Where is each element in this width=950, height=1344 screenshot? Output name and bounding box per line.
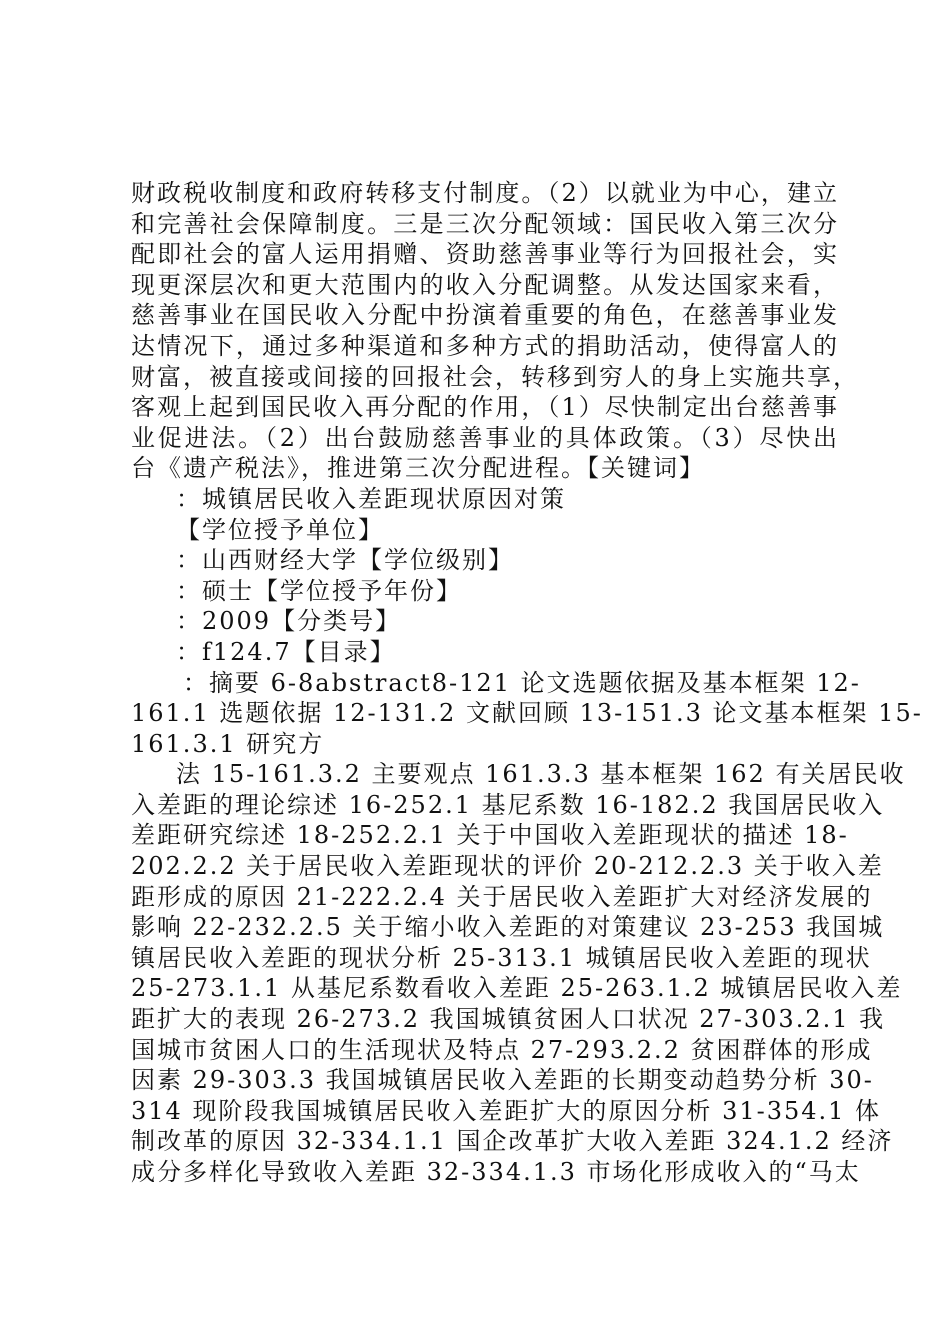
text-line: 因素 29-303.3 我国城镇居民收入差距的长期变动趋势分析 30- — [131, 1066, 874, 1095]
text-line: 配即社会的富人运用捐赠、资助慈善事业等行为回报社会，实 — [131, 240, 839, 269]
text-line: 业促进法。（2）出台鼓励慈善事业的具体政策。（3）尽快出 — [131, 423, 839, 452]
text-line: 25-273.1.1 从基尼系数看收入差距 25-263.1.2 城镇居民收入差 — [131, 974, 903, 1003]
text-line: ：f124.7【目录】 — [176, 637, 396, 666]
text-line: ：硕士【学位授予年份】 — [176, 576, 462, 605]
text-line: 财政税收制度和政府转移支付制度。（2）以就业为中心，建立 — [131, 179, 839, 207]
text-line: 距扩大的表现 26-273.2 我国城镇贫困人口状况 27-303.2.1 我 — [131, 1005, 886, 1034]
text-line: 【学位授予单位】 — [176, 515, 384, 544]
text-line: 财富，被直接或间接的回报社会，转移到穷人的身上实施共享， — [131, 362, 859, 391]
text-line: 成分多样化导致收入差距 32-334.1.3 市场化形成收入的“马太 — [131, 1158, 861, 1186]
text-line: 影响 22-232.2.5 关于缩小收入差距的对策建议 23-253 我国城 — [131, 913, 885, 942]
body-text — [131, 178, 923, 1188]
text-line: 和完善社会保障制度。三是三次分配领域：国民收入第三次分 — [131, 209, 839, 238]
text-line: ：山西财经大学【学位级别】 — [176, 546, 514, 575]
text-line: 现更深层次和更大范围内的收入分配调整。从发达国家来看， — [131, 270, 839, 299]
text-line: 台《遗产税法》，推进第三次分配进程。【关键词】 — [131, 454, 705, 483]
text-line: 入差距的理论综述 16-252.1 基尼系数 16-182.2 我国居民收入 — [131, 790, 885, 819]
text-line: 达情况下，通过多种渠道和多种方式的捐助活动，使得富人的 — [131, 331, 839, 360]
text-line: 制改革的原因 32-334.1.1 国企改革扩大收入差距 324.1.2 经济 — [131, 1127, 894, 1156]
text-line: 慈善事业在国民收入分配中扮演着重要的角色，在慈善事业发 — [131, 301, 839, 330]
text-line: 161.1 选题依据 12-131.2 文献回顾 13-151.3 论文基本框架 15- — [131, 699, 923, 728]
text-line: 法 15-161.3.2 主要观点 161.3.3 基本框架 162 有关居民收 — [176, 760, 906, 789]
paragraph-lines — [131, 178, 923, 1188]
text-line: 202.2.2 关于居民收入差距现状的评价 20-212.2.3 关于收入差 — [131, 852, 884, 881]
text-line: ：摘要 6-8abstract8-121 论文选题依据及基本框架 12- — [183, 668, 861, 697]
text-line: 镇居民收入差距的现状分析 25-313.1 城镇居民收入差距的现状 — [131, 943, 872, 972]
text-line: 国城市贫困人口的生活现状及特点 27-293.2.2 贫困群体的形成 — [131, 1035, 873, 1064]
text-line: 314 现阶段我国城镇居民收入差距扩大的原因分析 31-354.1 体 — [131, 1096, 882, 1125]
text-line: 距形成的原因 21-222.2.4 关于居民收入差距扩大对经济发展的 — [131, 882, 873, 911]
text-line: 客观上起到国民收入再分配的作用，（1）尽快制定出台慈善事 — [131, 393, 839, 422]
text-line: 161.3.1 研究方 — [131, 729, 325, 758]
text-line: 差距研究综述 18-252.2.1 关于中国收入差距现状的描述 18- — [131, 821, 849, 850]
text-line: ：2009【分类号】 — [176, 607, 402, 636]
text-line: ：城镇居民收入差距现状原因对策 — [176, 484, 566, 513]
